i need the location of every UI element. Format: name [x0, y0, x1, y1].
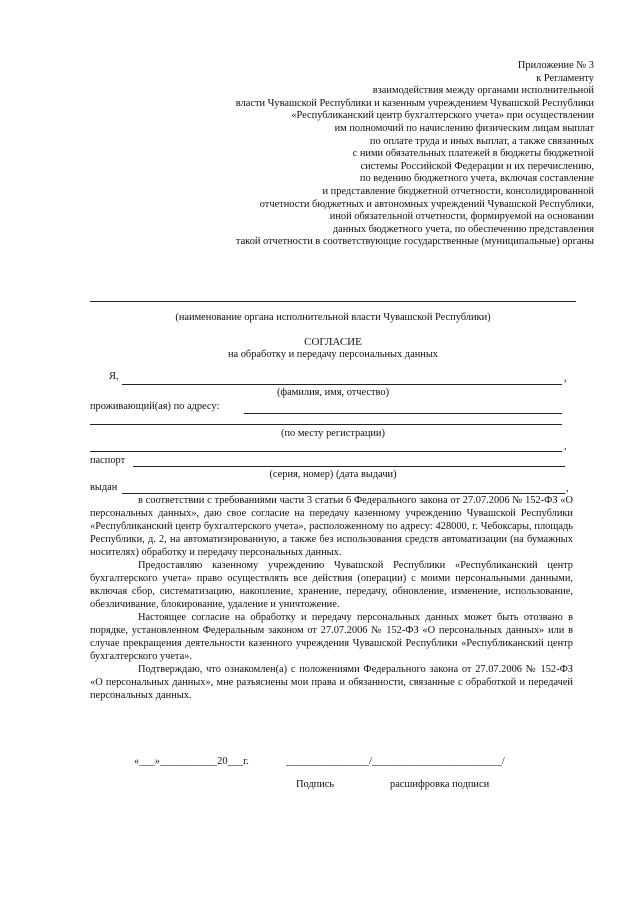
appendix-line: с ними обязательных платежей в бюджеты бюджетной	[352, 148, 594, 160]
address-field-3[interactable]	[90, 451, 562, 452]
address-field-2[interactable]	[90, 424, 562, 425]
appendix-line: им полномочий по начислению физическим лицам выплат	[334, 122, 594, 134]
fio-field[interactable]	[122, 384, 562, 385]
org-name-caption: (наименование органа исполнительной власти Чувашской Республики)	[175, 312, 491, 323]
document-title: СОГЛАСИЕ	[304, 336, 362, 348]
appendix-header	[94, 60, 594, 249]
fio-caption: (фамилия, имя, отчество)	[276, 387, 390, 398]
appendix-line: иной обязательной отчетности, формируемой на основании	[329, 211, 594, 223]
address-comma: ,	[564, 441, 567, 452]
passport-caption: (серия, номер) (дата выдачи)	[269, 469, 397, 480]
date-field[interactable]: «___»___________20___г.	[134, 756, 249, 767]
appendix-line: к Регламенту	[536, 72, 594, 84]
issued-comma: ,	[566, 483, 569, 494]
signature-decode-caption: расшифровка подписи	[390, 779, 490, 790]
appendix-line: системы Российской Федерации и их перечислению,	[360, 160, 594, 172]
appendix-line: по ведению бюджетного учета, включая составление	[359, 173, 594, 185]
registration-caption: (по месту регистрации)	[281, 428, 385, 439]
appendix-line: взаимодействия между органами исполнительной	[372, 85, 594, 97]
fio-comma: ,	[564, 373, 567, 384]
appendix-line: власти Чувашской Республики и казенным учреждением Чувашской Республики	[235, 97, 594, 109]
passport-field[interactable]	[133, 466, 565, 467]
paragraph-legal-basis: в соответствии с требованиями части 3 статьи 6 Федерального закона от 27.07.2006 № 152-ФЗ «О персональных данных», даю свое согласие на передачу казенному учреждению Чувашской Республики «Республиканский центр бухгалтерского учета», расположенному по адресу: 428000, г. Чебоксары, площадь Республики, д. 2, на автоматизированную, а также без использования средств автоматизации (на бумажных носителях) обработку и передачу персональных данных.	[90, 495, 573, 558]
appendix-line: и представление бюджетной отчетности, консолидированной	[322, 185, 594, 197]
issued-label: выдан	[90, 482, 118, 493]
document-subtitle: на обработку и передачу персональных данных	[227, 349, 439, 360]
signature-caption: Подпись	[296, 779, 335, 790]
org-name-field[interactable]	[90, 301, 576, 302]
appendix-line: «Республиканский центр бухгалтерского учета» при осуществлении	[291, 110, 594, 122]
appendix-line: такой отчетности в соответствующие государственные (муниципальные) органы	[235, 236, 594, 248]
passport-label: паспорт	[90, 455, 126, 466]
appendix-line: отчетности бюджетных и автономных учреждений Чувашской Республики,	[259, 198, 594, 210]
paragraph-acknowledgement: Подтверждаю, что ознакомлен(а) с положениями Федерального закона от 27.07.2006 № 152-ФЗ «О персональных данных», мне разъяснены мои права и обязанности, связанные с обработкой и передачей персональных данных.	[90, 664, 573, 701]
appendix-line: Приложение № 3	[517, 60, 594, 71]
paragraph-revocation: Настоящее согласие на обработку и передачу персональных данных может быть отозвано в порядке, установленном Федеральным законом от 27.07.2006 № 152-ФЗ «О персональных данных» или в случае прекращения деятельности казенного учреждения Чувашской Республики «Республиканский центр бухгалтерского учета».	[90, 612, 573, 662]
address-field[interactable]	[244, 413, 562, 414]
paragraph-rights: Предоставляю казенному учреждению Чувашской Республики «Республиканский центр бухгалтерского учета» право осуществлять все действия (операции) с моими персональными данными, включая сбор, систематизацию, накопление, хранение, передачу, обновление, изменение, использование, обезличивание, блокирование, удаление и уничтожение.	[90, 560, 573, 610]
signature-field[interactable]: ________________/_________________________/	[286, 756, 505, 767]
consent-body	[90, 494, 573, 702]
appendix-line: данных бюджетного учета, по обеспечению представления	[332, 223, 594, 235]
address-label: проживающий(ая) по адресу:	[90, 401, 220, 412]
i-label: Я,	[109, 371, 119, 382]
appendix-line: по оплате труда и иных выплат, а также связанных	[369, 135, 594, 147]
